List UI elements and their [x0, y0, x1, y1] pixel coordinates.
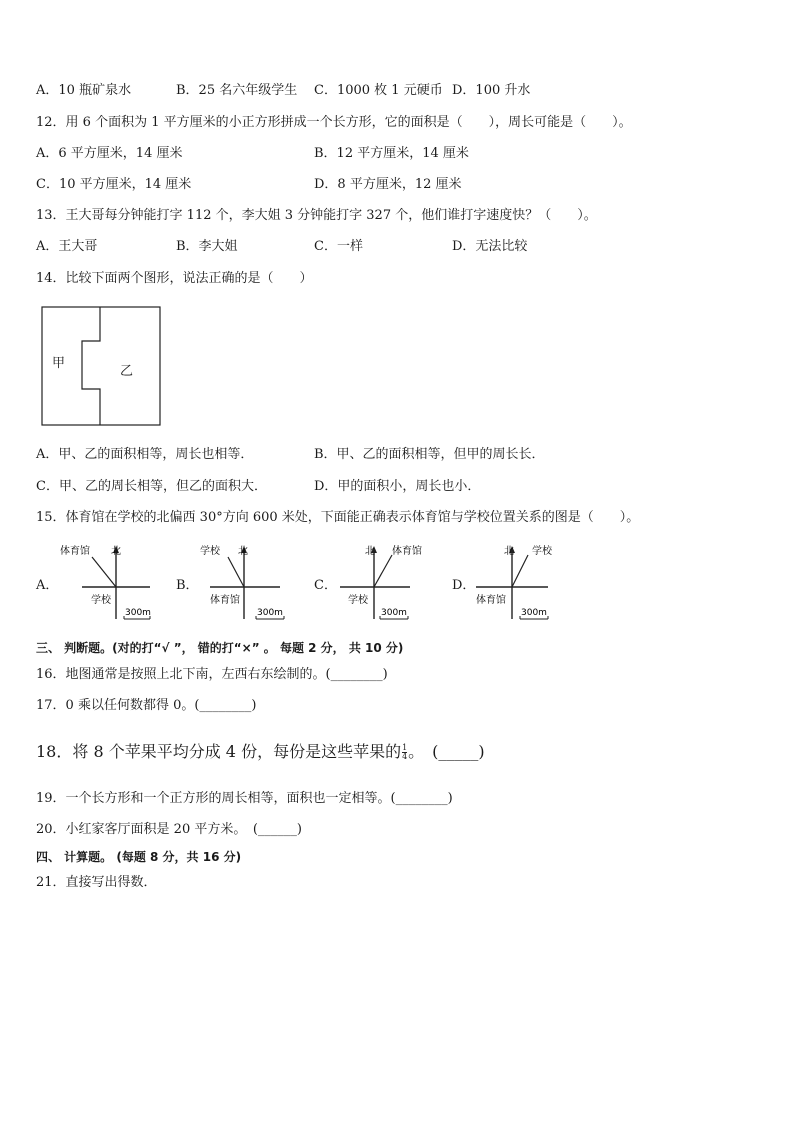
q11-option-b: B．25 名六年级学生 — [176, 83, 298, 98]
compass-diagram-c — [336, 543, 436, 625]
q18-fraction-numerator: 1 — [402, 743, 408, 752]
q11-option-c: C．1000 枚 1 元硬币 — [314, 83, 443, 98]
section-4-heading: 四、 计算题。 (每题 8 分，共 16 分) — [36, 850, 242, 864]
q14-option-d: D．甲的面积小，周长也小． — [314, 479, 481, 494]
q18-fraction-denominator: 4 — [402, 752, 408, 761]
q18-tail: 。 (_____) — [408, 742, 485, 761]
q15-option-c: C． — [314, 578, 337, 593]
compass-diagram-d — [474, 543, 574, 625]
q14-stem: 14．比较下面两个图形，说法正确的是（ ） — [36, 271, 313, 286]
diag-b-north: 北 — [238, 546, 248, 557]
label-jia: 甲 — [52, 356, 66, 371]
q14-option-c: C．甲、乙的周长相等，但乙的面积大． — [36, 479, 267, 494]
diag-b-scale: 300m — [257, 608, 283, 618]
q13-option-d: D．无法比较 — [452, 239, 528, 254]
diag-a-top-label: 体育馆 — [60, 546, 90, 557]
compass-diagram-a — [58, 543, 158, 625]
q12-stem: 12．用 6 个面积为 1 平方厘米的小正方形拼成一个长方形，它的面积是（ ），周长可能是（ ）。 — [36, 115, 632, 130]
q15-option-b: B． — [176, 578, 199, 593]
q12-option-a: A．6 平方厘米，14 厘米 — [36, 146, 183, 161]
q15-stem: 15．体育馆在学校的北偏西 30°方向 600 米处，下面能正确表示体育馆与学校位置关系的图是（ ）。 — [36, 510, 640, 525]
diag-b-top-label: 学校 — [200, 546, 220, 557]
diag-a-bottom-label: 学校 — [91, 595, 111, 606]
q16-text: 16．地图通常是按照上北下南，左西右东绘制的。(________) — [36, 667, 388, 682]
q11-option-d: D．100 升水 — [452, 83, 531, 98]
q12-option-c: C．10 平方厘米，14 厘米 — [36, 177, 192, 192]
q19-text: 19．一个长方形和一个正方形的周长相等，面积也一定相等。(________) — [36, 791, 453, 806]
diag-c-bottom-label: 学校 — [348, 595, 368, 606]
diag-c-north: 北 — [365, 546, 375, 557]
q17-text: 17．0 乘以任何数都得 0。(________) — [36, 698, 257, 713]
q11-option-a: A．10 瓶矿泉水 — [36, 83, 132, 98]
q15-option-d: D． — [452, 578, 476, 593]
diag-d-top-label: 学校 — [532, 546, 552, 557]
diag-c-top-label: 体育馆 — [392, 546, 422, 557]
diag-d-scale: 300m — [521, 608, 547, 618]
q18-fraction — [402, 744, 407, 761]
q13-stem: 13．王大哥每分钟能打字 112 个，李大姐 3 分钟能打字 327 个，他们谁打字速度快？（ ）。 — [36, 208, 597, 223]
section-3-heading: 三、 判断题。(对的打“√ ”， 错的打“×” 。 每题 2 分， 共 10 分) — [36, 641, 404, 655]
q18-text — [36, 742, 485, 762]
label-yi: 乙 — [120, 364, 134, 379]
q14-option-b: B．甲、乙的面积相等，但甲的周长长． — [314, 447, 545, 462]
q13-option-c: C．一样 — [314, 239, 363, 254]
compass-diagram-b — [196, 543, 296, 625]
q18-stem: 18．将 8 个苹果平均分成 4 份，每份是这些苹果的 — [36, 742, 402, 761]
diag-b-bottom-label: 体育馆 — [210, 595, 240, 606]
q14-option-a: A．甲、乙的面积相等，周长也相等． — [36, 447, 254, 462]
q21-text: 21．直接写出得数． — [36, 875, 157, 890]
q13-option-b: B．李大姐 — [176, 239, 238, 254]
diag-a-north: 北 — [111, 546, 121, 557]
q15-option-a: A． — [36, 578, 59, 593]
q13-option-a: A．王大哥 — [36, 239, 98, 254]
diag-d-north: 北 — [504, 546, 514, 557]
diag-a-scale: 300m — [125, 608, 151, 618]
diag-d-bottom-label: 体育馆 — [476, 595, 506, 606]
q12-option-b: B．12 平方厘米，14 厘米 — [314, 146, 469, 161]
diag-c-scale: 300m — [381, 608, 407, 618]
q20-text: 20．小红家客厅面积是 20 平方米。 (______) — [36, 822, 302, 837]
q12-option-d: D．8 平方厘米，12 厘米 — [314, 177, 462, 192]
